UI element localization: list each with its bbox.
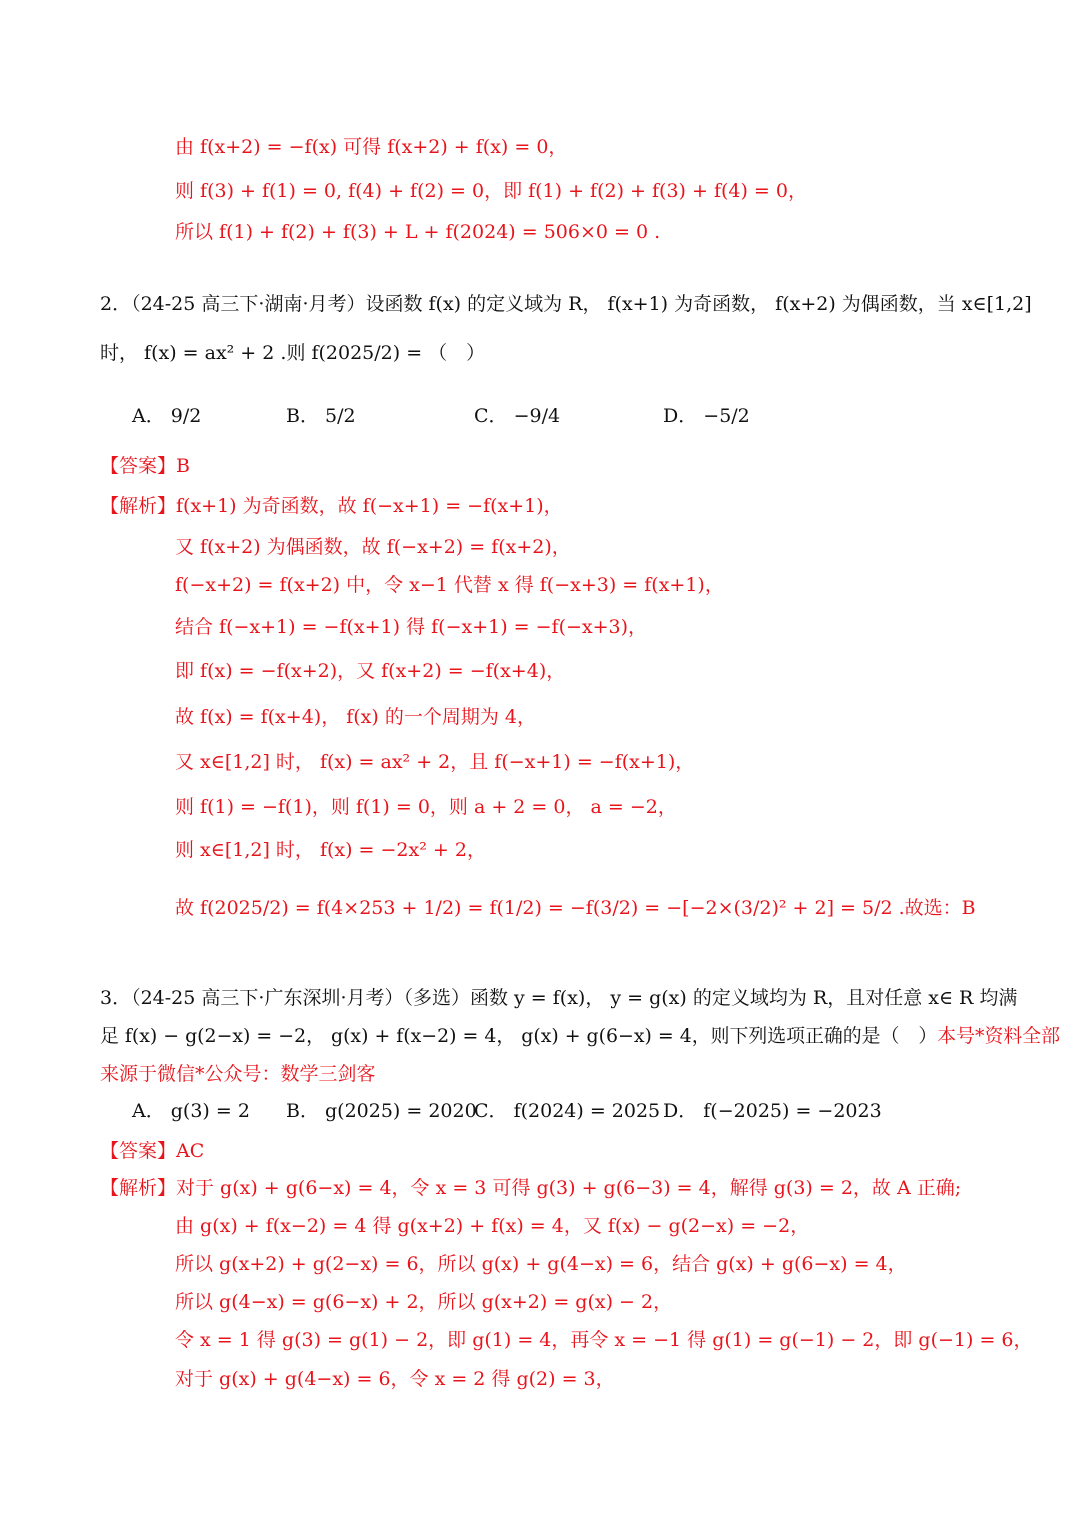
q2-analysis-line: f(−x+2) = f(x+2) 中，令 x−1 代替 x 得 f(−x+3) = f(x+1)， [175, 574, 724, 596]
q2-option-a: A． 9/2 [132, 405, 202, 427]
q3-stem-line-1: 3．（24-25 高三下·广东深圳·月考）（多选）函数 y = f(x)， y = g(x) 的定义域均为 R，且对任意 x∈ R 均满 [100, 987, 1018, 1009]
q2-analysis-line: 故 f(2025/2) = f(4×253 + 1/2) = f(1/2) = −f(3/2) = −[−2×(3/2)² + 2] = 5/2 .故选：B [175, 897, 976, 919]
q2-analysis-line: 又 x∈[1,2] 时， f(x) = ax² + 2，且 f(−x+1) = −f(x+1)， [175, 751, 695, 773]
q2-analysis-row-1 [100, 493, 563, 519]
q3-source-note: 本号*资料全部 [937, 1025, 1061, 1047]
q3-stem-line-2 [100, 1023, 1060, 1049]
q3-option-b: B． g(2025) = 2020 [286, 1100, 477, 1122]
q2-analysis-tag: 【解析】 [100, 495, 177, 517]
q3-analysis-line: 由 g(x) + f(x−2) = 4 得 g(x+2) + f(x) = 4，又 f(x) − g(2−x) = −2， [175, 1215, 810, 1237]
q3-option-c: C． f(2024) = 2025 [474, 1100, 661, 1122]
q2-stem-line-2: 时， f(x) = ax² + 2 .则 f(2025/2) = （ ） [100, 342, 486, 364]
q2-answer-row [100, 453, 190, 479]
q3-analysis-line: 对于 g(x) + g(4−x) = 6，令 x = 2 得 g(2) = 3， [175, 1368, 615, 1390]
q3-analysis-line: 所以 g(4−x) = g(6−x) + 2，所以 g(x+2) = g(x) − 2， [175, 1291, 673, 1313]
q2-answer-value: B [176, 455, 190, 477]
q2-analysis-line: 又 f(x+2) 为偶函数，故 f(−x+2) = f(x+2)， [175, 536, 571, 558]
q1-step-3: 所以 f(1) + f(2) + f(3) + L + f(2024) = 506×0 = 0 . [175, 221, 661, 243]
q2-option-c: C． −9/4 [474, 405, 561, 427]
q2-analysis-line: 故 f(x) = f(x+4)， f(x) 的一个周期为 4， [175, 706, 536, 728]
q3-answer-tag: 【答案】 [100, 1140, 177, 1162]
q2-option-d: D． −5/2 [663, 405, 750, 427]
q3-analysis-line: 对于 g(x) + g(6−x) = 4，令 x = 3 可得 g(3) + g(6−3) = 4，解得 g(3) = 2，故 A 正确; [176, 1177, 962, 1199]
q2-analysis-line: 则 x∈[1,2] 时， f(x) = −2x² + 2， [175, 839, 486, 861]
q2-analysis-line: 结合 f(−x+1) = −f(x+1) 得 f(−x+1) = −f(−x+3)， [175, 616, 648, 638]
q3-analysis-tag: 【解析】 [100, 1177, 177, 1199]
q3-analysis-line: 令 x = 1 得 g(3) = g(1) − 2，即 g(1) = 4，再令 x = −1 得 g(1) = g(−1) − 2，即 g(−1) = 6， [175, 1329, 1033, 1351]
q3-analysis-line: 所以 g(x+2) + g(2−x) = 6，所以 g(x) + g(4−x) = 6，结合 g(x) + g(6−x) = 4， [175, 1253, 907, 1275]
q3-option-a: A． g(3) = 2 [132, 1100, 250, 1122]
q3-option-d: D． f(−2025) = −2023 [663, 1100, 882, 1122]
q1-step-1: 由 f(x+2) = −f(x) 可得 f(x+2) + f(x) = 0， [175, 136, 568, 158]
q2-analysis-line: 则 f(1) = −f(1)，则 f(1) = 0，则 a + 2 = 0， a = −2， [175, 796, 677, 818]
q3-source-note-2: 来源于微信*公众号：数学三剑客 [100, 1063, 376, 1085]
q2-option-b: B． 5/2 [286, 405, 356, 427]
q1-step-2: 则 f(3) + f(1) = 0, f(4) + f(2) = 0，即 f(1) + f(2) + f(3) + f(4) = 0， [175, 180, 807, 202]
q2-analysis-line: f(x+1) 为奇函数，故 f(−x+1) = −f(x+1)， [176, 495, 563, 517]
q2-analysis-line: 即 f(x) = −f(x+2)，又 f(x+2) = −f(x+4)， [175, 660, 566, 682]
q3-stem-line-2-text: 足 f(x) − g(2−x) = −2， g(x) + f(x−2) = 4， g(x) + g(6−x) = 4，则下列选项正确的是（ ） [100, 1025, 938, 1047]
q3-answer-value: AC [176, 1140, 205, 1162]
q3-analysis-row-1 [100, 1175, 961, 1201]
q3-answer-row [100, 1138, 204, 1164]
q2-stem-line-1: 2．（24-25 高三下·湖南·月考）设函数 f(x) 的定义域为 R， f(x+1) 为奇函数， f(x+2) 为偶函数，当 x∈[1,2] [100, 293, 1032, 315]
q2-answer-tag: 【答案】 [100, 455, 177, 477]
